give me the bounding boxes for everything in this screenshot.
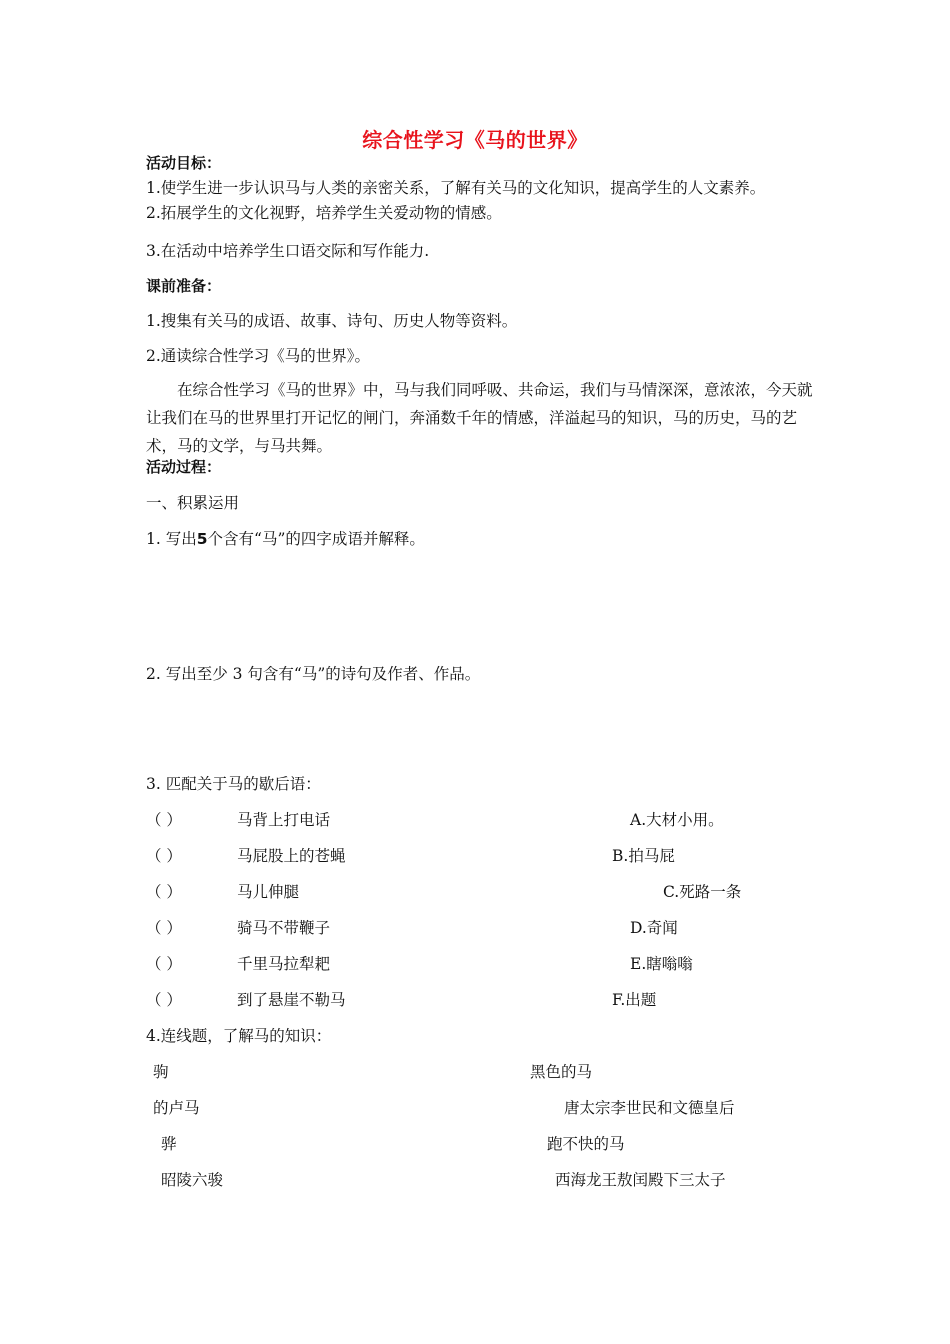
idiom-left: 千里马拉犁耙	[237, 955, 331, 973]
answer-blank[interactable]: （ ）	[146, 919, 182, 937]
question-1-suffix: 个含有“马”的四字成语并解释。	[207, 530, 425, 548]
prep-item: 1.搜集有关马的成语、故事、诗句、历史人物等资料。	[146, 312, 518, 330]
match-definition: 唐太宗李世民和文德皇后	[564, 1099, 735, 1117]
match-option: A.大材小用。	[630, 811, 724, 829]
question-1	[146, 528, 425, 550]
match-term: 昭陵六骏	[161, 1171, 224, 1189]
answer-blank[interactable]: （ ）	[146, 811, 182, 829]
match-term: 的卢马	[153, 1099, 200, 1117]
match-option: F.出题	[612, 991, 657, 1009]
idiom-left: 骑马不带鞭子	[237, 919, 331, 937]
answer-blank[interactable]: （ ）	[146, 847, 182, 865]
intro-paragraph: 在综合性学习《马的世界》中，马与我们同呼吸、共命运，我们与马情深深，意浓浓，今天就让我们在马的世界里打开记忆的闸门，奔涌数千年的情感，洋溢起马的知识，马的历史，马的艺术，马的文学，与马共舞。	[146, 381, 813, 455]
goal-item: 2.拓展学生的文化视野，培养学生关爱动物的情感。	[146, 204, 502, 222]
match-term: 骅	[161, 1135, 177, 1153]
prep-heading: 课前准备：	[146, 277, 222, 295]
section-heading: 一、积累运用	[146, 494, 240, 512]
question-2: 2. 写出至少 3 句含有“马”的诗句及作者、作品。	[146, 665, 481, 683]
process-heading: 活动过程：	[146, 458, 222, 476]
answer-blank[interactable]: （ ）	[146, 883, 182, 901]
question-4: 4.连线题，了解马的知识：	[146, 1027, 332, 1045]
match-option: D.奇闻	[630, 919, 678, 937]
question-1-number: 5	[196, 530, 208, 548]
idiom-left: 马儿伸腿	[237, 883, 300, 901]
prep-item: 2.通读综合性学习《马的世界》。	[146, 347, 371, 365]
idiom-left: 到了悬崖不勒马	[237, 991, 346, 1009]
match-definition: 黑色的马	[530, 1063, 593, 1081]
goal-item: 3.在活动中培养学生口语交际和写作能力.	[146, 242, 430, 260]
question-3: 3. 匹配关于马的歇后语：	[146, 775, 321, 793]
goals-heading: 活动目标：	[146, 154, 222, 172]
idiom-left: 马背上打电话	[237, 811, 331, 829]
match-term: 驹	[153, 1063, 169, 1081]
match-option: B.拍马屁	[612, 847, 675, 865]
match-option: E.瞎嗡嗡	[630, 955, 693, 973]
match-definition: 西海龙王敖闰殿下三太子	[555, 1171, 726, 1189]
answer-blank[interactable]: （ ）	[146, 991, 182, 1009]
match-option: C.死路一条	[663, 883, 742, 901]
goal-item: 1.使学生进一步认识马与人类的亲密关系，了解有关马的文化知识，提高学生的人文素养。	[146, 179, 766, 197]
document-title: 综合性学习《马的世界》	[362, 128, 588, 152]
match-definition: 跑不快的马	[547, 1135, 625, 1153]
answer-blank[interactable]: （ ）	[146, 955, 182, 973]
question-1-prefix: 1. 写出	[146, 530, 197, 548]
idiom-left: 马屁股上的苍蝇	[237, 847, 346, 865]
